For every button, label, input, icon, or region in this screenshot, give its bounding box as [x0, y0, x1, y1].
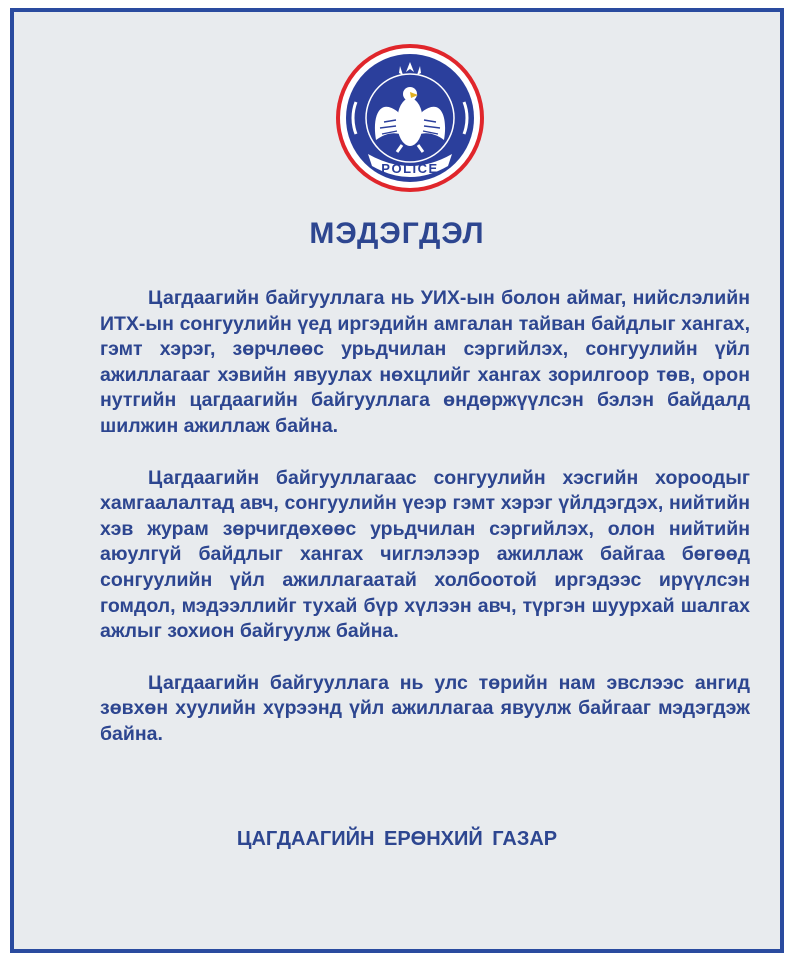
- notice-title: МЭДЭГДЭЛ: [309, 217, 485, 250]
- notice-frame: [10, 8, 784, 953]
- notice-paragraph-1: Цагдаагийн байгууллага нь УИХ-ын болон аймаг, нийслэлийн ИТХ-ын сонгуулийн үед иргэдийн амгалан тайван байдлыг хангах, гэмт хэрэг, зөрчлөөс урьдчилан сэргийлэх, сонгуулийн үйл ажиллагааг хэвийн явуулах нөхцлийг хангах зорилгоор төв, орон нутгийн цагдаагийн байгууллага өндөржүүлсэн бэлэн байдалд шилжин ажиллаж байна.: [100, 287, 750, 437]
- notice-signature: ЦАГДААГИЙН ЕРӨНХИЙ ГАЗАР: [236, 828, 558, 850]
- notice-paragraph-3: Цагдаагийн байгууллага нь улс төрийн нам эвслээс ангид зөвхөн хуулийн хүрээнд үйл ажиллагаа явуулж байгааг мэдэгдэж байна.: [100, 671, 750, 745]
- police-badge-text: POLICE: [381, 161, 439, 176]
- notice-paragraph-2: Цагдаагийн байгууллагаас сонгуулийн хэсгийн хороодыг хамгаалалтад авч, сонгуулийн үеэр гэмт хэрэг үйлдэгдэх, нийтийн хэв журам зөрчигдөхөөс урьдчилан сэргийлэх, олон нийтийн аюулгүй байдлыг хангах чиглэлээр ажиллаж байгаа бөгөөд сонгуулийн үйл ажиллагаатай холбоотой иргэдээс ирүүлсэн гомдол, мэдээллийг тухай бүр хүлээн авч, түргэн шуурхай шалгах ажлыг зохион байгуулж байна.: [100, 466, 750, 643]
- notice-body: [100, 286, 750, 774]
- police-emblem-icon: [334, 42, 486, 194]
